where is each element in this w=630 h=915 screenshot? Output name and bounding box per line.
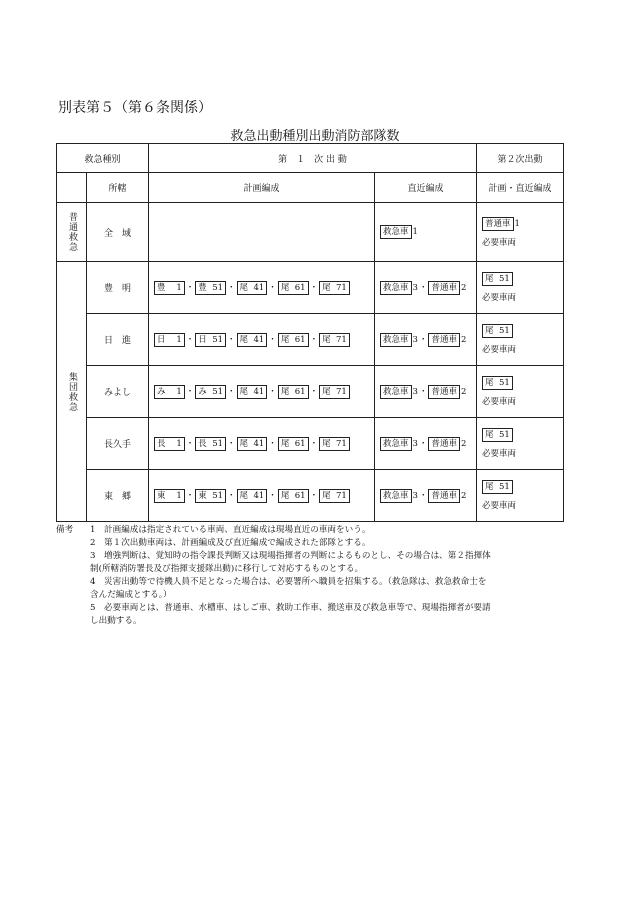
unit-number: 41: [253, 386, 265, 397]
unit-station: 豊: [157, 282, 166, 293]
unit-count: 1: [514, 218, 520, 229]
unit-badge: [319, 489, 350, 503]
separator-dot: ・: [185, 490, 195, 501]
remarks-indent: [56, 550, 90, 563]
separator-dot: ・: [418, 386, 428, 397]
unit-badge: [278, 437, 309, 451]
unit-badge: [195, 385, 226, 399]
unit-count: 3: [412, 490, 418, 501]
separator-dot: ・: [309, 438, 319, 449]
unit-count: 2: [460, 438, 467, 449]
unit-badge: [319, 333, 350, 347]
unit-number: 1: [176, 334, 182, 345]
unit-station: み: [157, 386, 166, 397]
area-cell: 長久手: [87, 418, 149, 470]
unit-badge: [154, 281, 185, 295]
unit-station: 尾: [322, 490, 331, 501]
header-first-dispatch: 第 １ 次 出 動: [149, 144, 477, 173]
separator-dot: ・: [227, 490, 236, 501]
remark-number: 1: [90, 525, 96, 535]
remark-number: 4: [90, 577, 96, 587]
unit-badge: [319, 281, 350, 295]
unit-badge: [237, 489, 268, 503]
header-second-dispatch: 第２次出動: [477, 144, 564, 173]
nearest-units: [375, 314, 477, 366]
nearest-units: [375, 418, 477, 470]
unit-badge: 尾 51: [482, 272, 513, 286]
remark-text: 増強判断は、覚知時の指令課長判断又は現場指揮者の判断によるものとし、その場合は、第２指揮体: [104, 551, 491, 561]
unit-number: 1: [176, 490, 182, 501]
unit-station: 尾: [239, 438, 249, 449]
header-plan-nearest: 計画・直近編成: [477, 173, 564, 203]
required-vehicles: 必要車両: [482, 293, 517, 303]
separator-dot: ・: [418, 334, 428, 345]
unit-number: 51: [212, 334, 224, 345]
separator-dot: ・: [309, 386, 319, 397]
appendix-heading: 別表第５（第６条関係）: [58, 100, 212, 116]
remarks: [56, 524, 566, 628]
unit-number: 41: [253, 282, 265, 293]
unit-station: 尾: [239, 334, 249, 345]
plan-units: [149, 470, 375, 522]
group-collective-label: 集団救急: [67, 371, 77, 412]
header-nearest: 直近編成: [375, 173, 477, 203]
unit-badge: [278, 489, 309, 503]
remark-number: 3: [90, 551, 96, 561]
area-cell: 豊 明: [87, 262, 149, 314]
unit-number: 51: [212, 386, 224, 397]
remark-item: [56, 550, 566, 563]
unit-station: 尾: [280, 282, 290, 293]
nearest-units: [375, 366, 477, 418]
separator-dot: ・: [309, 490, 319, 501]
required-vehicles: 必要車両: [482, 345, 517, 355]
unit-badge: 尾 51: [482, 480, 513, 494]
separator-dot: ・: [418, 282, 428, 293]
unit-number: 51: [212, 490, 224, 501]
unit-station: 東: [157, 490, 166, 501]
unit-number: 71: [336, 386, 347, 397]
separator-dot: ・: [309, 282, 319, 293]
unit-number: 41: [253, 438, 265, 449]
unit-badge: 普通車: [482, 217, 514, 231]
unit-badge: [195, 437, 226, 451]
unit-station: 日: [198, 334, 207, 345]
unit-badge: 普通車: [428, 489, 460, 503]
separator-dot: ・: [309, 334, 319, 345]
unit-number: 71: [336, 282, 347, 293]
required-vehicles: 必要車両: [482, 237, 517, 248]
unit-station: 尾: [280, 438, 290, 449]
unit-badge: [195, 333, 226, 347]
unit-number: 41: [253, 334, 265, 345]
unit-station: 尾: [239, 490, 249, 501]
table-row: [57, 470, 564, 522]
unit-station: 尾: [322, 282, 331, 293]
remark-text: 計画編成は指定されている車両、直近編成は現場直近の車両をいう。: [104, 525, 371, 535]
unit-badge: 尾 51: [482, 376, 513, 390]
plan-units: [149, 262, 375, 314]
remark-number: 2: [90, 538, 96, 548]
unit-badge: [195, 281, 226, 295]
unit-badge: 尾 51: [482, 428, 513, 442]
unit-number: 1: [176, 386, 182, 397]
required-vehicles: 必要車両: [482, 397, 517, 407]
table-row: [57, 262, 564, 314]
unit-number: 71: [336, 490, 347, 501]
remark-text-continued: し出動する。: [90, 616, 142, 626]
separator-dot: ・: [418, 490, 428, 501]
group-general-label: 普通救急: [67, 212, 77, 252]
unit-station: 尾: [280, 490, 290, 501]
unit-count: 3: [412, 282, 418, 293]
separator-dot: ・: [227, 438, 236, 449]
unit-station: 長: [157, 438, 166, 449]
unit-badge: [154, 437, 185, 451]
remark-text-continued: 含んだ編成とする。）: [90, 590, 172, 600]
unit-number: 71: [336, 334, 347, 345]
separator-dot: ・: [227, 334, 236, 345]
nearest-units: [375, 470, 477, 522]
plan-units: [149, 418, 375, 470]
remark-item: [56, 524, 566, 537]
plan-units: [149, 366, 375, 418]
unit-badge: 普通車: [428, 281, 460, 295]
unit-number: 61: [294, 282, 306, 293]
separator-dot: ・: [268, 438, 277, 449]
unit-badge: 普通車: [428, 385, 460, 399]
unit-count: 1: [412, 227, 418, 237]
remarks-label: 備考: [56, 525, 74, 535]
separator-dot: ・: [185, 438, 195, 449]
unit-badge: 救急車: [380, 225, 412, 239]
unit-number: 51: [212, 438, 224, 449]
plan-units: [149, 314, 375, 366]
area-cell: 東 郷: [87, 470, 149, 522]
unit-count: 3: [412, 334, 418, 345]
unit-number: 41: [253, 490, 265, 501]
required-vehicles: 必要車両: [482, 449, 517, 459]
area-cell: 日 進: [87, 314, 149, 366]
unit-number: 51: [212, 282, 224, 293]
unit-badge: 救急車: [380, 385, 412, 399]
table-row: [57, 314, 564, 366]
table-title: 救急出動種別出動消防部隊数: [230, 129, 400, 144]
unit-number: 61: [294, 438, 306, 449]
remark-text: 必要車両とは、普通車、水槽車、はしご車、救助工作車、搬送車及び救急車等で、現場指揮者が要請: [104, 603, 491, 613]
separator-dot: ・: [185, 334, 195, 345]
separator-dot: ・: [418, 438, 428, 449]
unit-station: 東: [198, 490, 207, 501]
unit-badge: [237, 333, 268, 347]
header-plan: 計画編成: [149, 173, 375, 203]
unit-count: 2: [460, 386, 467, 397]
unit-station: 豊: [198, 282, 207, 293]
unit-station: 尾: [322, 438, 331, 449]
unit-number: 1: [176, 282, 182, 293]
remarks-indent: [56, 576, 90, 589]
separator-dot: ・: [227, 282, 236, 293]
unit-badge: [278, 281, 309, 295]
remarks-indent: [56, 537, 90, 550]
unit-badge: 救急車: [380, 333, 412, 347]
unit-badge: [278, 385, 309, 399]
unit-badge: 尾 51: [482, 324, 513, 338]
unit-number: 61: [294, 334, 306, 345]
unit-station: 長: [198, 438, 207, 449]
unit-station: 尾: [280, 386, 290, 397]
unit-badge: [237, 437, 268, 451]
unit-badge: [278, 333, 309, 347]
unit-number: 61: [294, 490, 306, 501]
nearest-units: [375, 262, 477, 314]
remark-item: [56, 576, 566, 589]
separator-dot: ・: [268, 282, 277, 293]
unit-number: 61: [294, 386, 306, 397]
unit-badge: [154, 385, 185, 399]
unit-station: 尾: [239, 282, 249, 293]
unit-count: 2: [460, 282, 467, 293]
remarks-indent: [56, 602, 90, 615]
table-row: [57, 203, 564, 262]
area-cell: みよし: [87, 366, 149, 418]
remark-text: 第１次出動車両は、計画編成及び直近編成で編成された部隊とする。: [104, 538, 371, 548]
separator-dot: ・: [268, 334, 277, 345]
remark-item: [56, 602, 566, 615]
header-emergency-type: 救急種別: [57, 144, 149, 173]
area-cell: 全 域: [87, 203, 149, 262]
unit-badge: [319, 385, 350, 399]
separator-dot: ・: [268, 386, 277, 397]
unit-station: 日: [157, 334, 166, 345]
unit-count: 2: [460, 334, 467, 345]
separator-dot: ・: [227, 386, 236, 397]
header-jurisdiction: 所轄: [87, 173, 149, 203]
unit-station: 尾: [239, 386, 249, 397]
unit-number: 71: [336, 438, 347, 449]
unit-station: 尾: [322, 386, 331, 397]
unit-badge: 救急車: [380, 281, 412, 295]
unit-station: 尾: [280, 334, 290, 345]
remark-item: [56, 537, 566, 550]
separator-dot: ・: [268, 490, 277, 501]
remark-text-continued: 制(所轄消防署長及び指揮支援隊出動)に移行して対応するものとする。: [90, 564, 364, 574]
unit-badge: 普通車: [428, 437, 460, 451]
separator-dot: ・: [185, 282, 195, 293]
unit-badge: 救急車: [380, 489, 412, 503]
remark-number: 5: [90, 603, 96, 613]
unit-badge: [154, 333, 185, 347]
unit-number: 1: [176, 438, 182, 449]
unit-count: 3: [412, 386, 418, 397]
table-row: [57, 418, 564, 470]
dispatch-table: [56, 143, 564, 522]
unit-badge: 救急車: [380, 437, 412, 451]
unit-badge: [154, 489, 185, 503]
table-row: [57, 366, 564, 418]
unit-badge: [319, 437, 350, 451]
unit-count: 3: [412, 438, 418, 449]
unit-badge: [237, 281, 268, 295]
unit-count: 2: [460, 490, 467, 501]
unit-station: 尾: [322, 334, 331, 345]
unit-station: み: [198, 386, 207, 397]
unit-badge: 普通車: [428, 333, 460, 347]
unit-badge: [195, 489, 226, 503]
remark-text: 災害出動等で待機人員不足となった場合は、必要署所へ職員を招集する。（救急隊は、救急救命士を: [104, 577, 487, 587]
required-vehicles: 必要車両: [482, 501, 517, 511]
unit-badge: [237, 385, 268, 399]
separator-dot: ・: [185, 386, 195, 397]
